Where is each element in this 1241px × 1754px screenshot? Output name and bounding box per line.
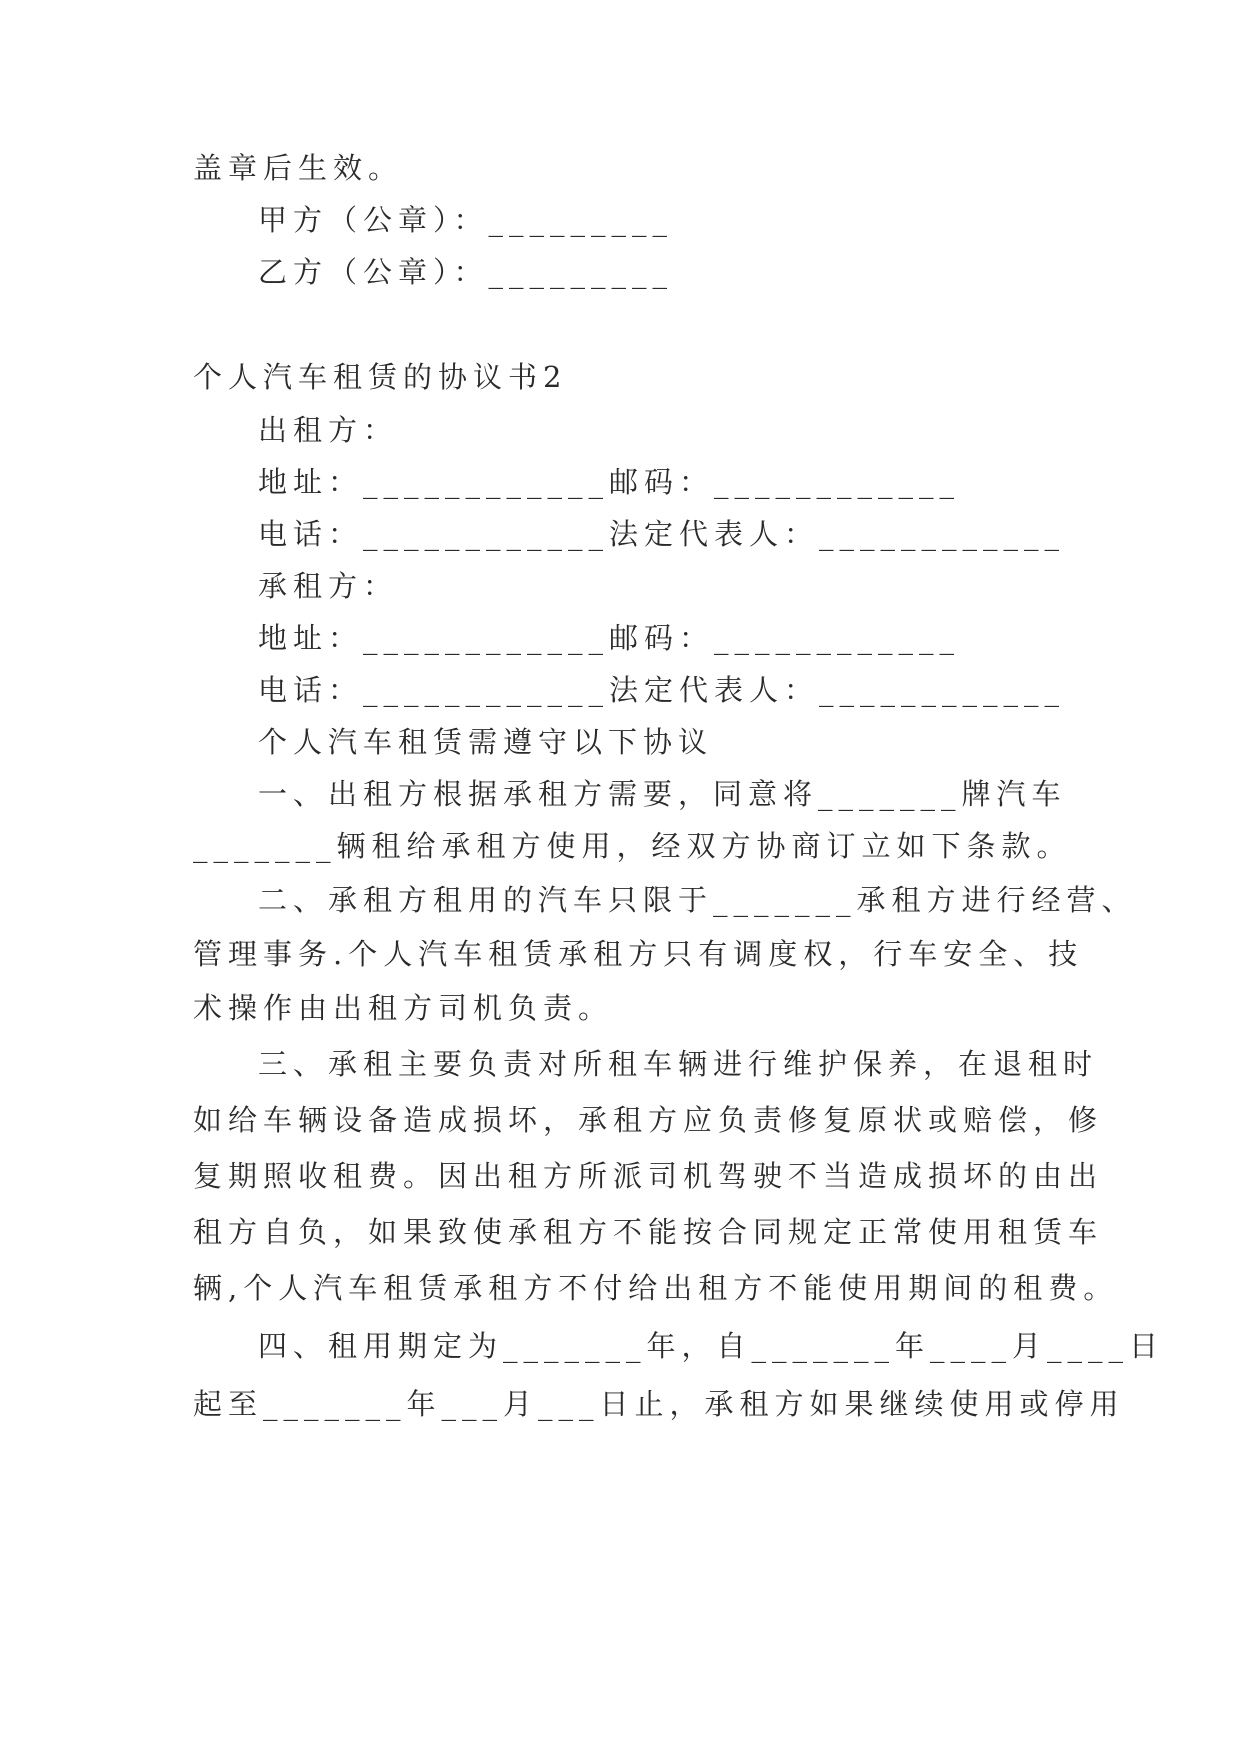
text-line: 四、租用期定为_______年，自_______年____月____日 bbox=[258, 1329, 1165, 1363]
text-line: 复期照收租费。因出租方所派司机驾驶不当造成损坏的由出 bbox=[193, 1159, 1104, 1193]
text-line: 甲方（公章）：_________ bbox=[258, 203, 674, 237]
text-line: 管理事务.个人汽车租赁承租方只有调度权，行车安全、技 bbox=[193, 937, 1084, 971]
text-line: 盖章后生效。 bbox=[193, 151, 404, 185]
text-line: 地址：____________邮码：____________ bbox=[258, 621, 961, 655]
text-line: 地址：____________邮码：____________ bbox=[258, 465, 961, 499]
text-line: 个人汽车租赁需遵守以下协议 bbox=[258, 725, 714, 759]
text-line: 租方自负，如果致使承租方不能按合同规定正常使用租赁车 bbox=[193, 1215, 1104, 1249]
text-line: 一、出租方根据承租方需要，同意将_______牌汽车 bbox=[258, 777, 1067, 811]
text-line: 电话：____________法定代表人：____________ bbox=[258, 673, 1066, 707]
text-line: 术操作由出租方司机负责。 bbox=[193, 991, 614, 1025]
text-line: 出租方： bbox=[258, 413, 399, 447]
text-line: _______辆租给承租方使用，经双方协商订立如下条款。 bbox=[193, 829, 1072, 863]
text-line: 二、承租方租用的汽车只限于_______承租方进行经营、 bbox=[258, 883, 1137, 917]
text-line: 乙方（公章）：_________ bbox=[258, 255, 674, 289]
text-line: 三、承租主要负责对所租车辆进行维护保养，在退租时 bbox=[258, 1047, 1099, 1081]
text-line: 如给车辆设备造成损坏，承租方应负责修复原状或赔偿，修 bbox=[193, 1103, 1104, 1137]
text-line: 辆,个人汽车租赁承租方不付给出租方不能使用期间的租费。 bbox=[193, 1271, 1119, 1305]
text-line: 承租方： bbox=[258, 569, 399, 603]
section-title: 个人汽车租赁的协议书2 bbox=[193, 360, 568, 394]
text-line: 起至_______年___月___日止，承租方如果继续使用或停用 bbox=[193, 1387, 1125, 1421]
text-line: 电话：____________法定代表人：____________ bbox=[258, 517, 1066, 551]
